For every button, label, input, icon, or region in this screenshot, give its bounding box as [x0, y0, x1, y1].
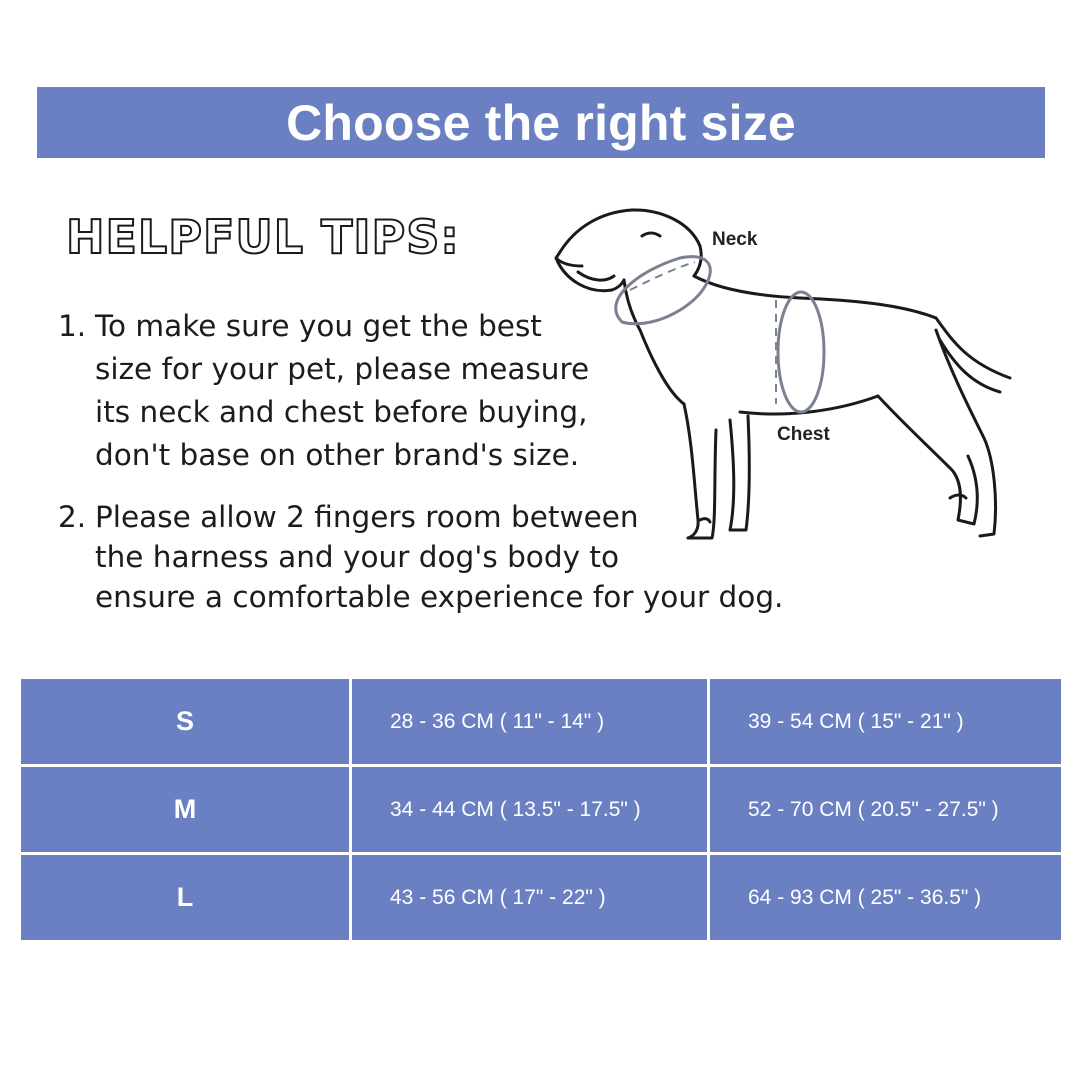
chest-measure-cell: 64 - 93 CM ( 25" - 36.5" ) — [709, 854, 1063, 942]
tip-line: ensure a comfortable experience for your dog. — [95, 580, 784, 614]
size-cell: M — [20, 766, 351, 854]
chest-label: Chest — [777, 424, 830, 445]
dog-outline-icon — [548, 200, 1028, 555]
tip-number: 2. — [58, 500, 87, 534]
size-cell: L — [20, 854, 351, 942]
page-title: Choose the right size — [286, 94, 796, 151]
chest-measure-cell: 52 - 70 CM ( 20.5" - 27.5" ) — [709, 766, 1063, 854]
size-chart-table — [18, 676, 1064, 943]
table-row — [20, 678, 1063, 766]
table-row — [20, 766, 1063, 854]
dog-measurement-diagram — [548, 200, 1028, 555]
neck-measure-cell: 34 - 44 CM ( 13.5" - 17.5" ) — [351, 766, 709, 854]
tip-line: the harness and your dog's body to — [95, 540, 620, 574]
tip-line: size for your pet, please measure — [95, 352, 590, 386]
neck-measure-cell: 43 - 56 CM ( 17" - 22" ) — [351, 854, 709, 942]
tip-number: 1. — [58, 309, 87, 343]
tip-line: don't base on other brand's size. — [95, 438, 580, 472]
neck-label: Neck — [712, 229, 758, 250]
table-row — [20, 854, 1063, 942]
tips-heading: HELPFUL TIPS: — [66, 210, 460, 264]
title-banner — [37, 87, 1045, 158]
neck-measure-cell: 28 - 36 CM ( 11" - 14" ) — [351, 678, 709, 766]
tip-line: Please allow 2 fingers room between — [95, 500, 639, 534]
tip-item-1 — [58, 305, 589, 477]
size-cell: S — [20, 678, 351, 766]
chest-measure-cell: 39 - 54 CM ( 15" - 21" ) — [709, 678, 1063, 766]
tip-line: its neck and chest before buying, — [95, 395, 588, 429]
tip-line: To make sure you get the best — [95, 309, 542, 343]
